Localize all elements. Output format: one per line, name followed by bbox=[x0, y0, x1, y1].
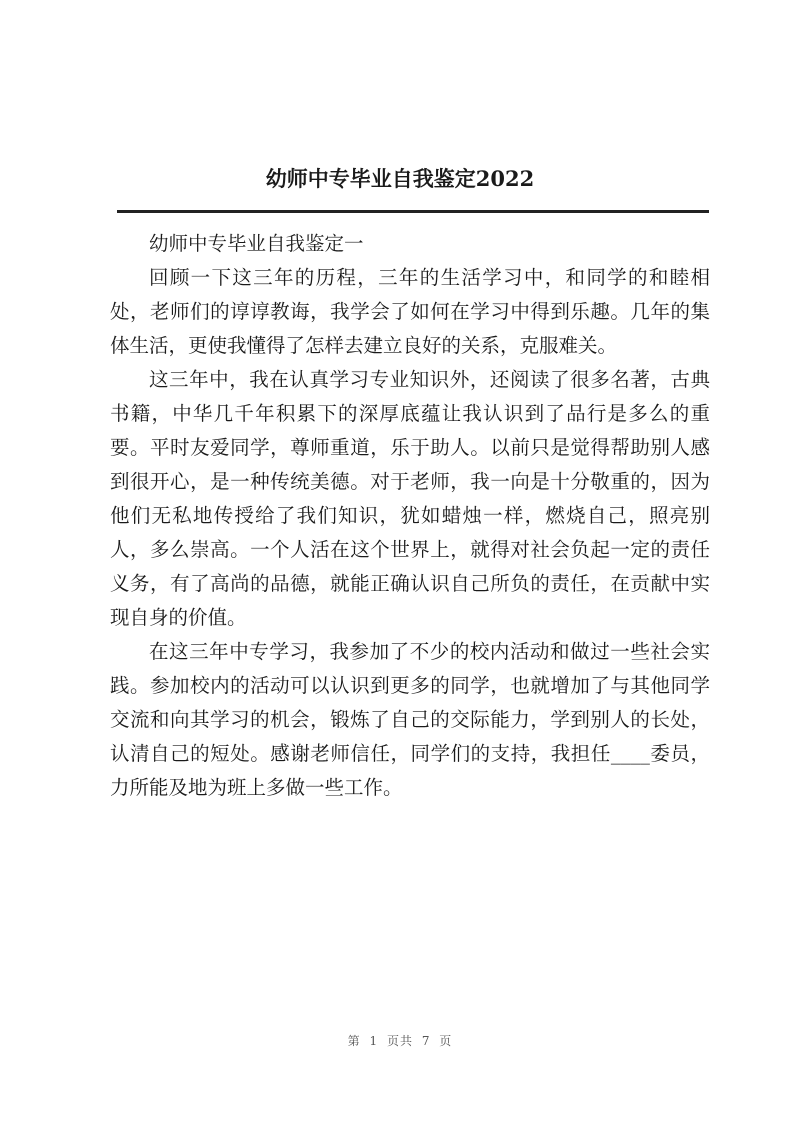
paragraph: 回顾一下这三年的历程，三年的生活学习中，和同学的和睦相处，老师们的谆谆教诲，我学会了如何在学习中得到乐趣。几年的集体生活，更使我懂得了怎样去建立良好的关系，克服难关。 bbox=[110, 266, 710, 357]
section-heading: 幼师中专毕业自我鉴定一 bbox=[149, 232, 364, 255]
page-title: 幼师中专毕业自我鉴定2022 bbox=[265, 166, 535, 191]
footer-current-page: 1 bbox=[369, 1034, 379, 1048]
document-body bbox=[110, 227, 710, 805]
footer-suffix: 页 bbox=[439, 1034, 453, 1048]
page-footer bbox=[0, 1032, 800, 1049]
title-divider bbox=[117, 210, 709, 213]
paragraph: 在这三年中专学习，我参加了不少的校内活动和做过一些社会实践。参加校内的活动可以认识到更多的同学，也就增加了与其他同学交流和向其学习的机会，锻炼了自己的交际能力，学到别人的长处，认清自己的短处。感谢老师信任，同学们的支持，我担任____委员，力所能及地为班上多做一些工作。 bbox=[110, 640, 710, 799]
footer-total-pages: 7 bbox=[421, 1034, 431, 1048]
footer-prefix: 第 bbox=[347, 1034, 361, 1048]
paragraph: 这三年中，我在认真学习专业知识外，还阅读了很多名著，古典书籍，中华几千年积累下的深厚底蕴让我认识到了品行是多么的重要。平时友爱同学，尊师重道，乐于助人。以前只是觉得帮助别人感到很开心，是一种传统美德。对于老师，我一向是十分敬重的，因为他们无私地传授给了我们知识，犹如蜡烛一样，燃烧自己，照亮别人，多么崇高。一个人活在这个世界上，就得对社会负起一定的责任义务，有了高尚的品德，就能正确认识自己所负的责任，在贡献中实现自身的价值。 bbox=[110, 368, 710, 629]
footer-middle: 页共 bbox=[386, 1034, 413, 1048]
